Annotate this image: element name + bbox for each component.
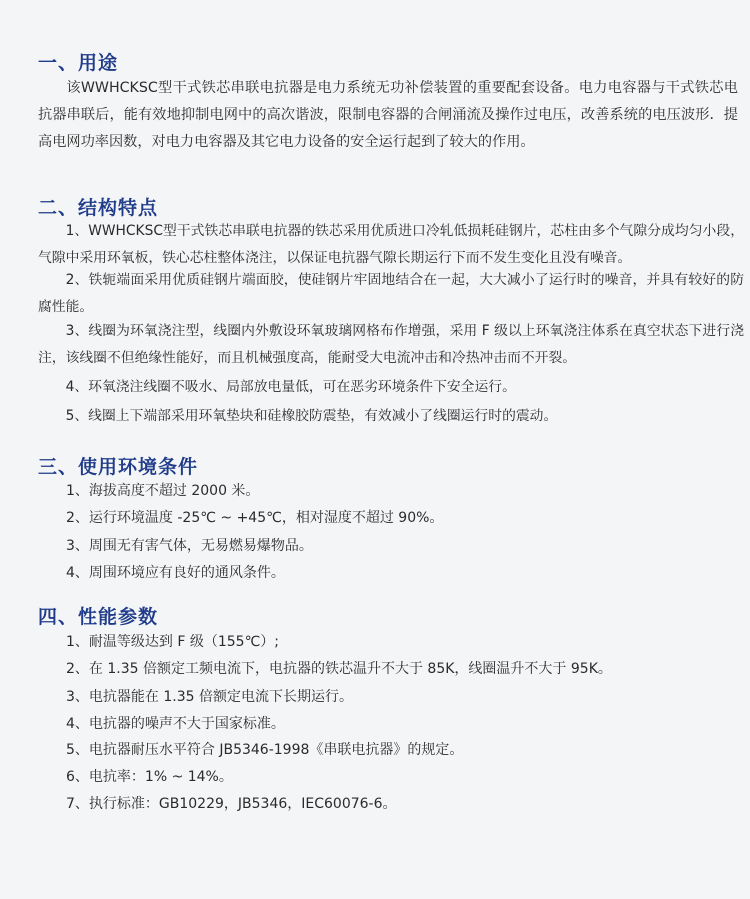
section-heading-usage: 一、用途 bbox=[38, 52, 119, 74]
environment-item-4: 4、周围环境应有良好的通风条件。 bbox=[66, 565, 285, 581]
performance-item-4: 4、电抗器的噪声不大于国家标准。 bbox=[66, 716, 285, 732]
performance-item-5: 5、电抗器耐压水平符合 JB5346-1998《串联电抗器》的规定。 bbox=[66, 742, 464, 758]
section-heading-structure: 二、结构特点 bbox=[38, 197, 159, 219]
structure-item-3: 3、线圈为环氧浇注型，线圈内外敷设环氧玻璃网格布作增强，采用 F 级以上环氧浇注体系在真空状态下进行浇注，该线圈不但绝缘性能好，而且机械强度高，能耐受大电流冲击和冷热冲击而不开裂。 bbox=[38, 323, 744, 366]
section-heading-performance: 四、性能参数 bbox=[38, 606, 159, 628]
performance-item-6: 6、电抗率：1% ~ 14%。 bbox=[66, 769, 233, 785]
performance-item-3: 3、电抗器能在 1.35 倍额定电流下长期运行。 bbox=[66, 689, 353, 705]
usage-paragraph: 该WWHCKSC型干式铁芯串联电抗器是电力系统无功补偿装置的重要配套设备。电力电容器与干式铁芯电抗器串联后，能有效地抑制电网中的高次谐波，限制电容器的合闸涌流及操作过电压，改善系统的电压波形．提高电网功率因数，对电力电容器及其它电力设备的安全运行起到了较大的作用。 bbox=[38, 80, 738, 150]
structure-item-4: 4、环氧浇注线圈不吸水、局部放电量低，可在恶劣环境条件下安全运行。 bbox=[65, 379, 516, 395]
structure-item-2: 2、铁轭端面采用优质硅钢片端面胶，使硅钢片牢固地结合在一起，大大减小了运行时的噪音，并具有较好的防腐性能。 bbox=[38, 272, 744, 315]
environment-item-3: 3、周围无有害气体，无易燃易爆物品。 bbox=[66, 538, 313, 554]
performance-item-1: 1、耐温等级达到 F 级（155℃）; bbox=[66, 634, 280, 650]
structure-item-5: 5、线圈上下端部采用环氧垫块和硅橡胶防震垫，有效减小了线圈运行时的震动。 bbox=[65, 408, 558, 424]
section-heading-environment: 三、使用环境条件 bbox=[38, 456, 199, 478]
environment-item-2: 2、运行环境温度 -25℃ ~ +45℃，相对湿度不超过 90%。 bbox=[66, 510, 444, 526]
structure-item-1: 1、WWHCKSC型干式铁芯串联电抗器的铁芯采用优质进口冷轧低损耗硅钢片，芯柱由多个气隙分成均匀小段，气隙中采用环氧板，铁心芯柱整体浇注，以保证电抗器气隙长期运行下而不发生变化且没有噪音。 bbox=[38, 223, 744, 266]
environment-item-1: 1、海拔高度不超过 2000 米。 bbox=[66, 483, 260, 499]
performance-item-7: 7、执行标准：GB10229，JB5346，IEC60076-6。 bbox=[66, 796, 397, 812]
performance-item-2: 2、在 1.35 倍额定工频电流下，电抗器的铁芯温升不大于 85K，线圈温升不大于 95K。 bbox=[66, 661, 612, 677]
